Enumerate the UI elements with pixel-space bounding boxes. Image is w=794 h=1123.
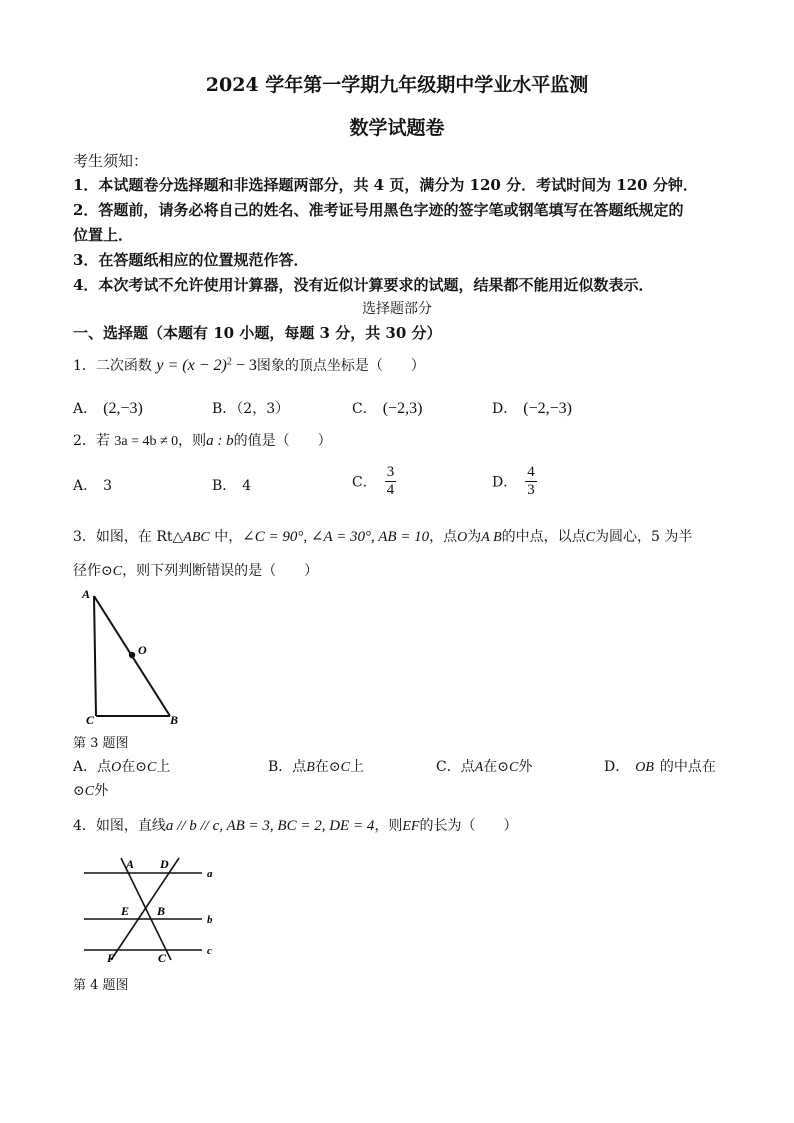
- part-title: 选择题部分: [362, 301, 432, 317]
- label-c-point: C: [158, 951, 167, 965]
- formula: 3a = 4b ≠ 0: [114, 434, 179, 449]
- question-4: 4．如图，直线a // b // c, AB = 3, BC = 2, DE = 4，则EF的长为（ ）: [73, 818, 518, 834]
- question-text: 二次函数: [95, 358, 152, 374]
- figure-3-triangle: [78, 584, 188, 728]
- label-b: B: [170, 713, 179, 727]
- label-o: O: [138, 643, 147, 657]
- section-heading: 一、选择题（本题有 10 小题，每题 3 分，共 30 分）: [73, 324, 442, 342]
- exam-subtitle: 数学试题卷: [349, 117, 445, 139]
- q3-option-b[interactable]: B．点B在⊙C上: [268, 759, 364, 775]
- question-text-end: 图象的顶点坐标是（ ）: [256, 358, 425, 374]
- question-3-cont: 径作⊙C，则下列判断错误的是（ ）: [73, 563, 319, 579]
- label-a: A: [82, 587, 91, 601]
- q2-option-b[interactable]: B． 4: [212, 478, 252, 494]
- label-line-a: a: [207, 868, 213, 880]
- q1-option-d[interactable]: D． (−2,−3): [492, 400, 572, 417]
- q2-option-c[interactable]: C． $\frac{3}{4}$: [352, 464, 395, 498]
- question-number: 1．: [73, 358, 96, 374]
- formula-tail: − 3: [231, 357, 257, 374]
- q2-option-a[interactable]: A． 3: [73, 478, 113, 494]
- notice-item-2-cont: 位置上．: [73, 226, 134, 244]
- notice-item-2: 2．答题前，请务必将自己的姓名、准考证号用黑色字迹的签字笔或钢笔填写在答题纸规定的: [73, 201, 684, 219]
- label-line-b: b: [207, 914, 213, 926]
- label-c: C: [86, 713, 95, 727]
- q3-option-c[interactable]: C．点A在⊙C外: [436, 759, 533, 775]
- q1-option-b[interactable]: B．（2，3）: [212, 401, 290, 417]
- q1-option-c[interactable]: C． (−2,3): [352, 400, 423, 417]
- exam-title: 2024 学年第一学期九年级期中学业水平监测: [205, 74, 589, 96]
- q2-option-d[interactable]: D． $\frac{4}{3}$: [492, 464, 535, 498]
- condition: ∠C = 90°, ∠A = 30°, AB = 10: [242, 529, 430, 545]
- side-ac: [94, 596, 96, 716]
- formula: y = (x − 2): [156, 357, 227, 374]
- figure-3-caption: 第 3 题图: [73, 736, 129, 751]
- condition: a // b // c, AB = 3, BC = 2, DE = 4: [165, 818, 375, 834]
- figure-4-caption: 第 4 题图: [73, 978, 129, 993]
- q3-option-a[interactable]: A．点O在⊙C上: [73, 759, 171, 775]
- q1-option-a[interactable]: A． (2,−3): [73, 400, 143, 417]
- ratio: a : b: [206, 433, 234, 449]
- label-line-c: c: [207, 945, 212, 957]
- exponent: 2: [226, 356, 232, 368]
- notice-item-3: 3．在答题纸相应的位置规范作答．: [73, 251, 309, 269]
- notice-item-1: 1．本试题卷分选择题和非选择题两部分，共 4 页，满分为 120 分．考试时间为 120 分钟．: [73, 176, 698, 194]
- question-3: 3．如图，在 Rt△ABC 中，∠C = 90°, ∠A = 30°, AB = 10，点O为A B的中点，以点C为圆心，5 为半: [73, 529, 693, 545]
- question-2: 2．若 3a = 4b ≠ 0，则a : b的值是（ ）: [73, 433, 332, 449]
- q3-option-d[interactable]: D． OB 的中点在: [604, 759, 716, 775]
- notice-heading: 考生须知：: [73, 152, 149, 170]
- question-1: [73, 355, 425, 375]
- figure-4-parallel-lines: [78, 852, 226, 970]
- q3-option-d-cont: ⊙C外: [73, 783, 109, 799]
- label-e-point: E: [121, 904, 130, 918]
- label-f-point: F: [107, 951, 116, 965]
- label-d-point: D: [160, 857, 169, 871]
- notice-item-4: 4．本次考试不允许使用计算器，没有近似计算要求的试题，结果都不能用近似数表示．: [73, 276, 654, 294]
- label-a-point: A: [126, 857, 135, 871]
- label-b-point: B: [157, 904, 166, 918]
- point-o: [129, 652, 135, 658]
